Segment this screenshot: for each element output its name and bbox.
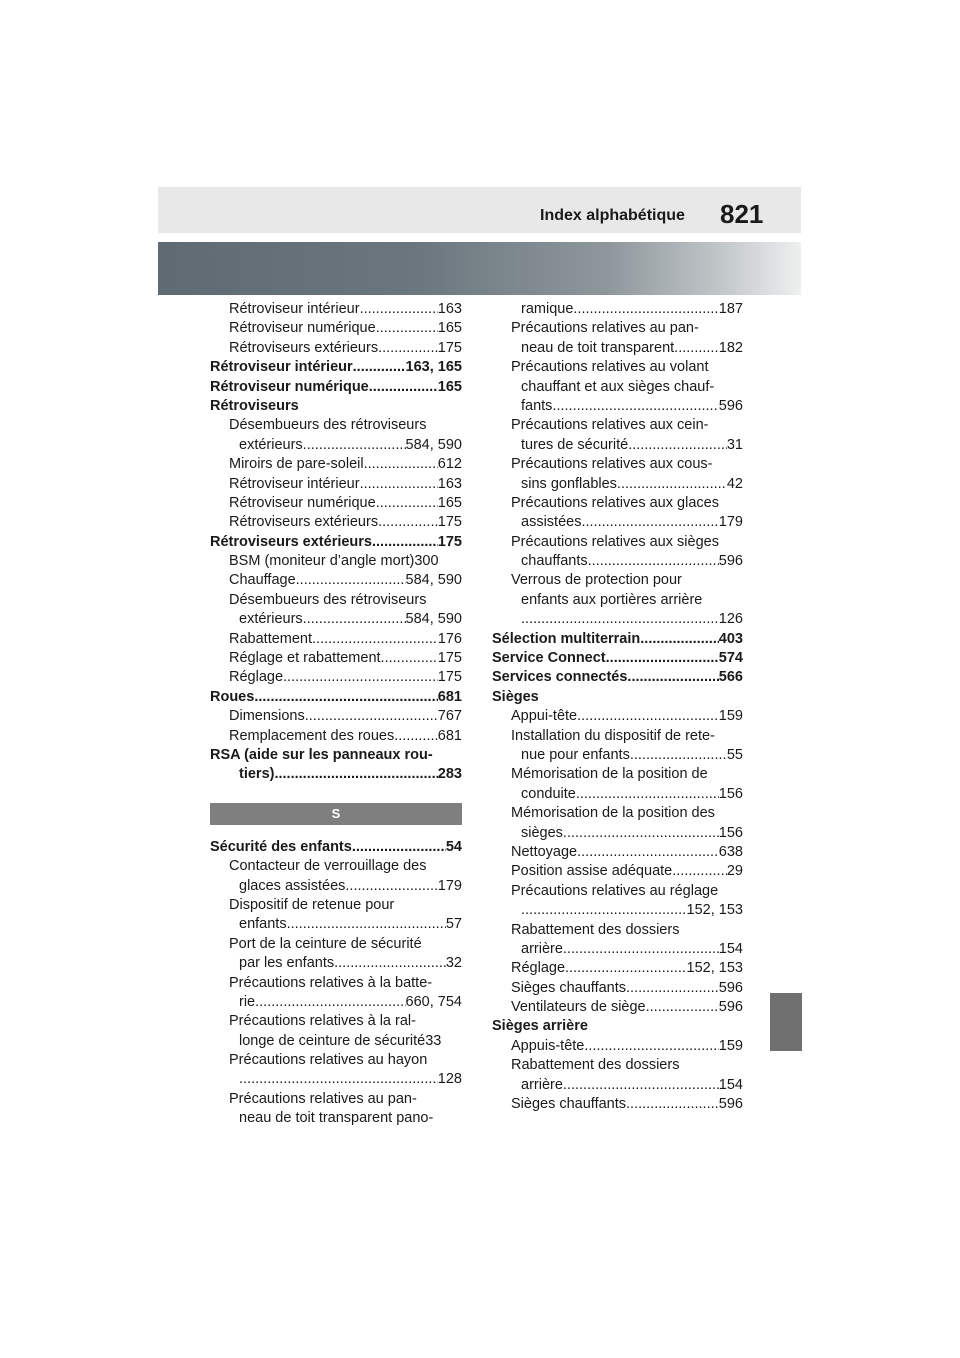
index-entry-page: 175 [437,669,462,686]
index-entry-text: Ventilateurs de siège [511,999,646,1016]
index-entry-text: Sièges chauffants [511,1096,627,1113]
index-entry [210,378,462,397]
index-entry [210,571,462,590]
index-entry-text: Réglage [229,669,284,686]
index-entry [210,436,462,455]
index-entry-text: Précautions relatives au pan- [511,320,699,337]
index-entry [210,707,462,726]
index-entry-text: RSA (aide sur les panneaux rou- [210,746,433,763]
index-entry [492,746,743,765]
index-entry [492,1056,743,1075]
index-entry [210,974,462,993]
index-entry-text: sins gonflables [521,475,617,492]
index-entry [492,998,743,1017]
dot-leader [672,862,727,881]
index-entry-page: 179 [718,514,743,531]
side-tab-marker [770,993,802,1051]
index-entry-text: Appui-tête [511,708,578,725]
index-entry [210,649,462,668]
index-entry [492,862,743,881]
index-entry-page: 660, 754 [405,993,462,1010]
index-entry-text: chauffants [521,553,588,570]
index-entry-text: Précautions relatives au volant [511,359,709,376]
index-entry [492,1076,743,1095]
index-entry-page: 176 [437,630,462,647]
index-entry-text: Rabattement des dossiers [511,1057,680,1074]
index-entry-page: 175 [437,339,462,356]
index-entry [210,397,462,416]
index-entry-page: 300 [414,553,439,570]
index-entry [210,668,462,687]
dot-leader [521,610,719,629]
index-entry-text: rie [239,993,256,1010]
index-entry-text: neau de toit transparent [521,339,675,356]
index-entry-text: Position assise adéquate [511,863,673,880]
index-entry-text: Contacteur de verrouillage des [229,858,427,875]
index-entry-text: Nettoyage [511,843,578,860]
index-entry [492,358,743,377]
dot-leader [617,475,727,494]
index-entry-text: Services connectés [492,669,628,686]
index-entry-text: conduite [521,785,576,802]
index-entry-text: Sélection multiterrain [492,630,641,647]
index-entry [492,533,743,552]
index-entry [492,513,743,532]
section-gap [210,785,462,803]
dot-leader [378,339,438,358]
index-entry-text: Appuis-tête [511,1037,585,1054]
index-entry-text: Précautions relatives aux cous- [511,456,713,473]
index-entry-text: nue pour enfants [521,746,630,763]
index-entry-text: Réglage [511,960,566,977]
index-entry-text: Roues [210,688,255,705]
index-entry-text: Réglage et rabattement [229,650,381,667]
index-entry [492,649,743,668]
dot-leader [577,843,719,862]
index-entry [210,552,462,571]
index-entry-text: tiers) [239,766,275,783]
index-entry-text: extérieurs [239,436,303,453]
index-entry-page: 584, 590 [405,611,462,628]
index-entry-page: 681 [437,727,462,744]
index-entry-text: Installation du dispositif de rete- [511,727,715,744]
index-entry-page: 179 [437,877,462,894]
dot-leader [305,707,438,726]
dot-leader [274,765,437,784]
index-entry-page: 175 [437,533,462,550]
index-entry-text: arrière [521,1076,563,1093]
index-entry-text: Rétroviseur intérieur [210,359,353,376]
dot-leader [640,630,719,649]
index-entry-text: Rétroviseurs extérieurs [210,533,372,550]
index-entry-text: Sièges [492,688,539,705]
index-entry [210,610,462,629]
index-entry [210,533,462,552]
index-entry [210,416,462,435]
dot-leader [345,877,437,896]
index-entry-text: assistées [521,514,582,531]
index-entry [492,824,743,843]
dot-leader [626,1095,719,1114]
index-entry-text: Rabattement des dossiers [511,921,680,938]
index-entry-page: 159 [718,708,743,725]
index-entry [210,746,462,765]
index-entry-text: ramique [521,301,574,317]
index-entry [210,300,462,319]
index-entry-page: 182 [718,339,743,356]
index-entry [492,1037,743,1056]
index-entry [492,921,743,940]
index-entry-page: 156 [718,824,743,841]
index-entry-page: 154 [718,1076,743,1093]
header-bar [158,187,801,233]
index-entry-page: 584, 590 [405,572,462,589]
index-entry [492,785,743,804]
index-entry-text: Rétroviseurs [210,397,299,414]
index-entry [492,475,743,494]
index-entry [210,838,462,857]
index-entry-text: Remplacement des roues [229,727,395,744]
index-entry-page: 29 [726,863,743,880]
index-entry-text: longe de ceinture de sécurité [239,1032,426,1049]
dot-leader [563,940,719,959]
index-entry-page: 596 [718,979,743,996]
index-entry-page: 32 [445,955,462,972]
index-entry-page: 33 [425,1032,442,1049]
index-entry [492,1017,743,1036]
dot-leader [360,475,438,494]
index-entry [210,727,462,746]
index-entry-text: Sièges chauffants [511,979,627,996]
dot-leader [674,339,719,358]
index-entry-text: Sécurité des enfants [210,838,352,855]
index-entry-page: 126 [718,611,743,628]
index-entry [210,494,462,513]
index-entry [210,1090,462,1109]
index-entry [492,901,743,920]
page-number: 821 [720,199,764,229]
index-entry-text: Précautions relatives aux sièges [511,533,719,550]
dot-leader [627,668,718,687]
section-header-s: S [210,803,462,825]
index-entry-text: enfants [239,916,287,933]
dot-leader [369,378,438,397]
index-entry-page: 57 [445,916,462,933]
dot-leader [606,649,719,668]
index-entry [492,339,743,358]
dot-leader [584,1037,718,1056]
index-entry [210,455,462,474]
index-entry-text: Précautions relatives à la batte- [229,974,433,991]
dot-leader [630,746,727,765]
dot-leader [521,901,687,920]
dot-leader [364,455,438,474]
index-entry-text: Service Connect [492,650,606,667]
index-entry-text: Rétroviseur numérique [229,320,376,337]
index-entry [492,843,743,862]
dot-leader [588,552,719,571]
dot-leader [378,513,438,532]
index-entry [210,513,462,532]
index-entry-page: 31 [726,436,743,453]
index-entry [210,954,462,973]
dot-leader [565,959,687,978]
index-entry-text: Rétroviseurs extérieurs [229,339,379,356]
index-entry [210,1051,462,1070]
index-entry [210,896,462,915]
index-entry-text: Précautions relatives au hayon [229,1052,428,1069]
index-entry-page: 681 [437,688,462,705]
index-entry [492,1095,743,1114]
dot-leader [255,993,405,1012]
index-entry-text: Dimensions [229,708,305,725]
index-entry-text: BSM (moniteur d’angle mort) [229,553,415,570]
index-entry-text: fants [521,397,553,414]
index-entry-page: 584, 590 [405,436,462,453]
index-entry [210,877,462,896]
index-entry-page: 596 [718,999,743,1016]
index-entry [492,455,743,474]
index-entry-page: 612 [437,456,462,473]
index-entry-text: Rétroviseur numérique [210,378,369,395]
index-entry-page: 566 [718,669,743,686]
dot-leader [563,824,719,843]
index-entry-page: 767 [437,708,462,725]
index-entry-page: 156 [718,785,743,802]
index-entry-text: Rétroviseur numérique [229,494,376,511]
index-entry-page: 165 [437,320,462,337]
dot-leader [303,610,406,629]
index-entry [492,630,743,649]
index-entry [492,765,743,784]
dot-leader [376,494,438,513]
index-entry [210,765,462,784]
index-entry-text: Miroirs de pare-soleil [229,456,364,473]
index-entry-text: Port de la ceinture de sécurité [229,935,422,952]
index-entry-text: Chauffage [229,572,296,589]
index-entry [210,1032,462,1051]
index-entry [210,1070,462,1089]
dot-leader [312,630,438,649]
index-entry-page: 163 [437,475,462,492]
index-entry [492,319,743,338]
index-entry [492,552,743,571]
index-entry [210,993,462,1012]
index-entry [492,979,743,998]
dot-leader [563,1076,719,1095]
dot-leader [334,954,446,973]
dot-leader [353,358,406,377]
index-entry [210,1109,462,1128]
index-entry-page: 574 [718,650,743,667]
index-entry-page: 596 [718,397,743,414]
dot-leader [628,436,727,455]
index-entry-page: 187 [718,301,743,317]
index-entry-page: 175 [437,650,462,667]
dot-leader [283,668,438,687]
index-list-left-bottom [210,838,462,1129]
page-title: Index alphabétique [540,207,685,224]
index-entry-page: 54 [445,838,462,855]
dot-leader [552,397,718,416]
index-entry-page: 403 [718,630,743,647]
index-entry-text: Désembueurs des rétroviseurs [229,591,427,608]
index-entry-text: extérieurs [239,611,303,628]
index-entry-text: Rétroviseurs extérieurs [229,514,379,531]
index-entry-text: sièges [521,824,563,841]
dot-leader [372,533,438,552]
index-entry-page: 154 [718,940,743,957]
dot-leader [577,707,719,726]
dot-leader [381,649,438,668]
index-column-left [210,300,462,1129]
index-entry-text: glaces assistées [239,877,346,894]
index-entry-page: 165 [437,494,462,511]
index-entry [492,397,743,416]
index-entry [492,494,743,513]
index-entry [492,416,743,435]
index-entry-page: 596 [718,553,743,570]
dot-leader [394,727,438,746]
index-entry [492,707,743,726]
index-entry [492,804,743,823]
index-entry-text: neau de toit transparent pano- [239,1110,434,1127]
index-entry [210,475,462,494]
index-entry [492,959,743,978]
index-entry-text: tures de sécurité [521,436,629,453]
index-entry [210,591,462,610]
section-gap [210,825,462,838]
index-entry-text: Désembueurs des rétroviseurs [229,417,427,434]
index-entry-page: 42 [726,475,743,492]
index-entry [492,378,743,397]
index-entry [492,668,743,687]
index-entry-text: Dispositif de retenue pour [229,896,395,913]
index-entry-text: Rabattement [229,630,313,647]
index-list-left-top [210,300,462,785]
index-entry-page: 128 [437,1071,462,1088]
index-entry [492,571,743,590]
dot-leader [626,979,719,998]
dot-leader [573,300,718,319]
dot-leader [254,688,437,707]
index-entry-text: Verrous de protection pour [511,572,682,589]
index-entry-text: enfants aux portières arrière [521,591,703,608]
decorative-band [158,242,801,295]
index-entry-text: par les enfants [239,955,335,972]
index-entry [210,319,462,338]
index-entry-text: Rétroviseur intérieur [229,301,360,317]
index-entry [210,358,462,377]
dot-leader [360,300,438,319]
dot-leader [296,571,406,590]
index-entry-page: 55 [726,746,743,763]
index-entry [210,339,462,358]
dot-leader [352,838,446,857]
index-entry-text: chauffant et aux sièges chauf- [521,378,715,395]
index-entry-text: Précautions relatives aux cein- [511,417,709,434]
index-entry [492,436,743,455]
index-entry-page: 165 [437,378,462,395]
index-entry-page: 152, 153 [686,902,743,919]
index-entry-text: Sièges arrière [492,1018,588,1035]
index-entry-text: Précautions relatives au réglage [511,882,719,899]
index-entry-text: Précautions relatives au pan- [229,1090,417,1107]
dot-leader [646,998,719,1017]
index-entry [492,882,743,901]
index-entry-text: Mémorisation de la position de [511,766,708,783]
index-list-right [492,300,743,1114]
index-entry [210,915,462,934]
dot-leader [376,319,438,338]
index-entry-page: 638 [718,843,743,860]
index-entry [210,688,462,707]
index-entry-page: 175 [437,514,462,531]
index-entry-page: 163 [437,301,462,317]
index-entry-page: 152, 153 [686,960,743,977]
index-entry-page: 596 [718,1096,743,1113]
index-entry-text: Mémorisation de la position des [511,805,715,822]
index-entry [492,727,743,746]
index-entry-text: Précautions relatives aux glaces [511,494,719,511]
dot-leader [239,1070,438,1089]
index-entry-page: 159 [718,1037,743,1054]
index-entry-page: 283 [437,766,462,783]
dot-leader [303,436,406,455]
index-entry [210,630,462,649]
index-entry [492,591,743,610]
index-entry [210,1012,462,1031]
dot-leader [576,785,719,804]
index-entry [210,857,462,876]
index-entry-text: Rétroviseur intérieur [229,475,360,492]
index-entry-text: arrière [521,940,563,957]
dot-leader [287,915,446,934]
index-entry [492,610,743,629]
index-column-right [492,300,743,1114]
dot-leader [581,513,718,532]
index-entry [492,940,743,959]
index-entry-page: 163, 165 [405,359,462,376]
index-entry [210,935,462,954]
index-entry-text: Précautions relatives à la ral- [229,1013,416,1030]
index-entry [492,688,743,707]
index-entry [492,300,743,319]
